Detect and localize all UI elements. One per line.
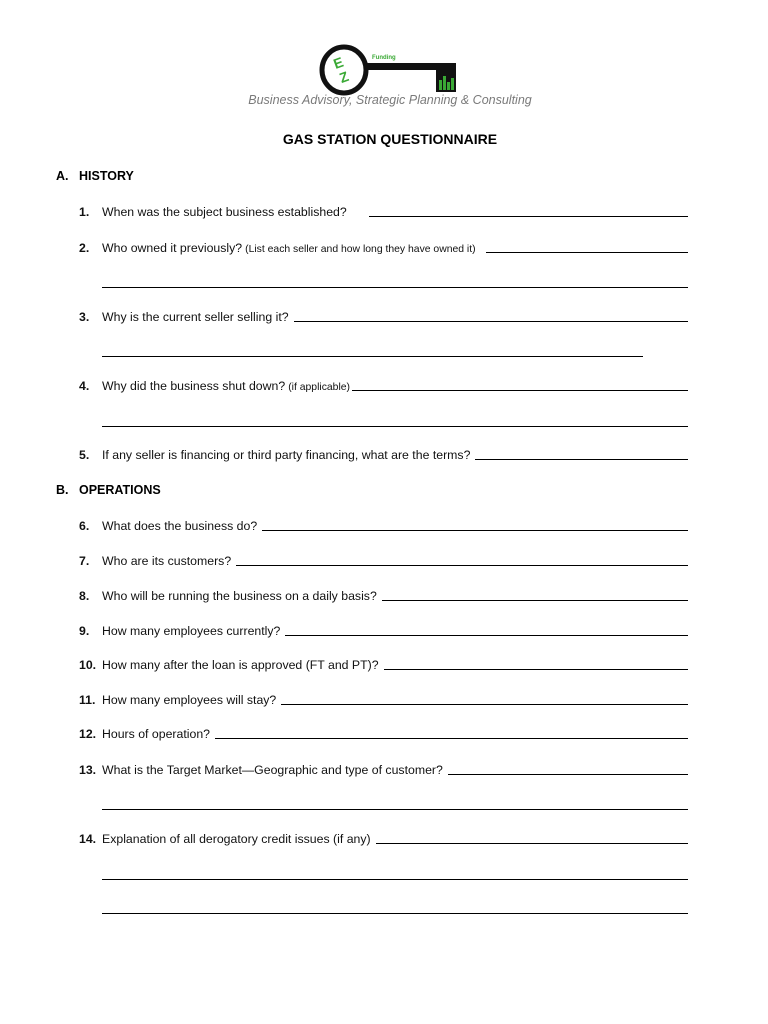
question-number: 12.: [79, 727, 97, 741]
question-12: [79, 724, 688, 741]
svg-text:E: E: [331, 53, 346, 72]
question-number: 4.: [79, 379, 90, 393]
question-6: [79, 516, 688, 533]
page-title: GAS STATION QUESTIONNAIRE: [282, 131, 498, 147]
question-text: Why did the business shut down?: [102, 379, 286, 393]
question-8: [79, 586, 688, 603]
answer-line[interactable]: [294, 320, 688, 322]
question-number: 9.: [79, 624, 90, 638]
answer-line[interactable]: [236, 564, 688, 566]
section-heading-history: [56, 169, 134, 183]
answer-line[interactable]: [102, 426, 688, 427]
svg-text:Z: Z: [337, 67, 351, 86]
question-text: Who owned it previously?: [102, 241, 243, 255]
question-7: [79, 551, 688, 568]
question-text: Who are its customers?: [102, 554, 232, 568]
logo-text-solutions: Solutions, LLC: [370, 72, 416, 78]
question-text: What does the business do?: [102, 519, 258, 533]
question-text: What is the Target Market—Geographic and type of customer?: [102, 763, 443, 777]
question-2: [79, 238, 688, 255]
question-number: 5.: [79, 448, 90, 462]
question-5: [79, 445, 688, 462]
answer-line[interactable]: [102, 879, 688, 880]
answer-line[interactable]: [352, 389, 688, 391]
answer-line[interactable]: [102, 913, 688, 914]
question-number: 11.: [79, 693, 96, 707]
section-name: OPERATIONS: [79, 483, 161, 497]
section-letter: B.: [56, 483, 69, 497]
question-number: 2.: [79, 241, 90, 255]
question-number: 1.: [79, 205, 90, 219]
question-number: 14.: [79, 832, 97, 846]
question-note: (List each seller and how long they have owned it): [245, 244, 476, 255]
question-text: If any seller is financing or third party financing, what are the terms?: [102, 448, 471, 462]
question-14: [79, 829, 688, 846]
question-text: Hours of operation?: [102, 727, 211, 741]
answer-line[interactable]: [215, 737, 688, 739]
answer-line[interactable]: [369, 215, 688, 217]
question-9: [79, 621, 688, 638]
question-11: [79, 690, 688, 707]
logo-text-funding: Funding: [372, 55, 396, 61]
answer-line[interactable]: [376, 842, 688, 844]
question-note: (if applicable): [288, 382, 350, 393]
question-10: [79, 655, 688, 672]
answer-line[interactable]: [285, 634, 688, 636]
answer-line[interactable]: [102, 356, 643, 357]
section-name: HISTORY: [79, 169, 134, 183]
question-number: 13.: [79, 763, 97, 777]
question-text: How many after the loan is approved (FT and PT)?: [102, 658, 379, 672]
question-number: 6.: [79, 519, 90, 533]
question-3: [79, 307, 688, 324]
question-text: How many employees currently?: [102, 624, 281, 638]
question-text: Who will be running the business on a daily basis?: [102, 589, 377, 603]
answer-line[interactable]: [475, 458, 688, 460]
answer-line[interactable]: [448, 773, 688, 775]
question-1: [79, 202, 688, 219]
question-text: Why is the current seller selling it?: [102, 310, 289, 324]
question-4: [79, 376, 688, 393]
answer-line[interactable]: [102, 809, 688, 810]
question-13: [79, 760, 688, 777]
question-text: Explanation of all derogatory credit issues (if any): [102, 832, 371, 846]
question-number: 3.: [79, 310, 90, 324]
question-number: 7.: [79, 554, 90, 568]
answer-line[interactable]: [486, 251, 688, 253]
question-number: 8.: [79, 589, 90, 603]
question-text: How many employees will stay?: [102, 693, 277, 707]
answer-line[interactable]: [102, 287, 688, 288]
tagline: Business Advisory, Strategic Planning & Consulting: [248, 93, 532, 107]
answer-line[interactable]: [281, 703, 688, 705]
answer-line[interactable]: [262, 529, 688, 531]
answer-line[interactable]: [382, 599, 688, 601]
question-text: When was the subject business established?: [102, 205, 347, 219]
answer-line[interactable]: [384, 668, 688, 670]
section-letter: A.: [56, 169, 69, 183]
company-logo: [318, 44, 460, 96]
question-number: 10.: [79, 658, 97, 672]
section-heading-operations: [56, 483, 161, 497]
